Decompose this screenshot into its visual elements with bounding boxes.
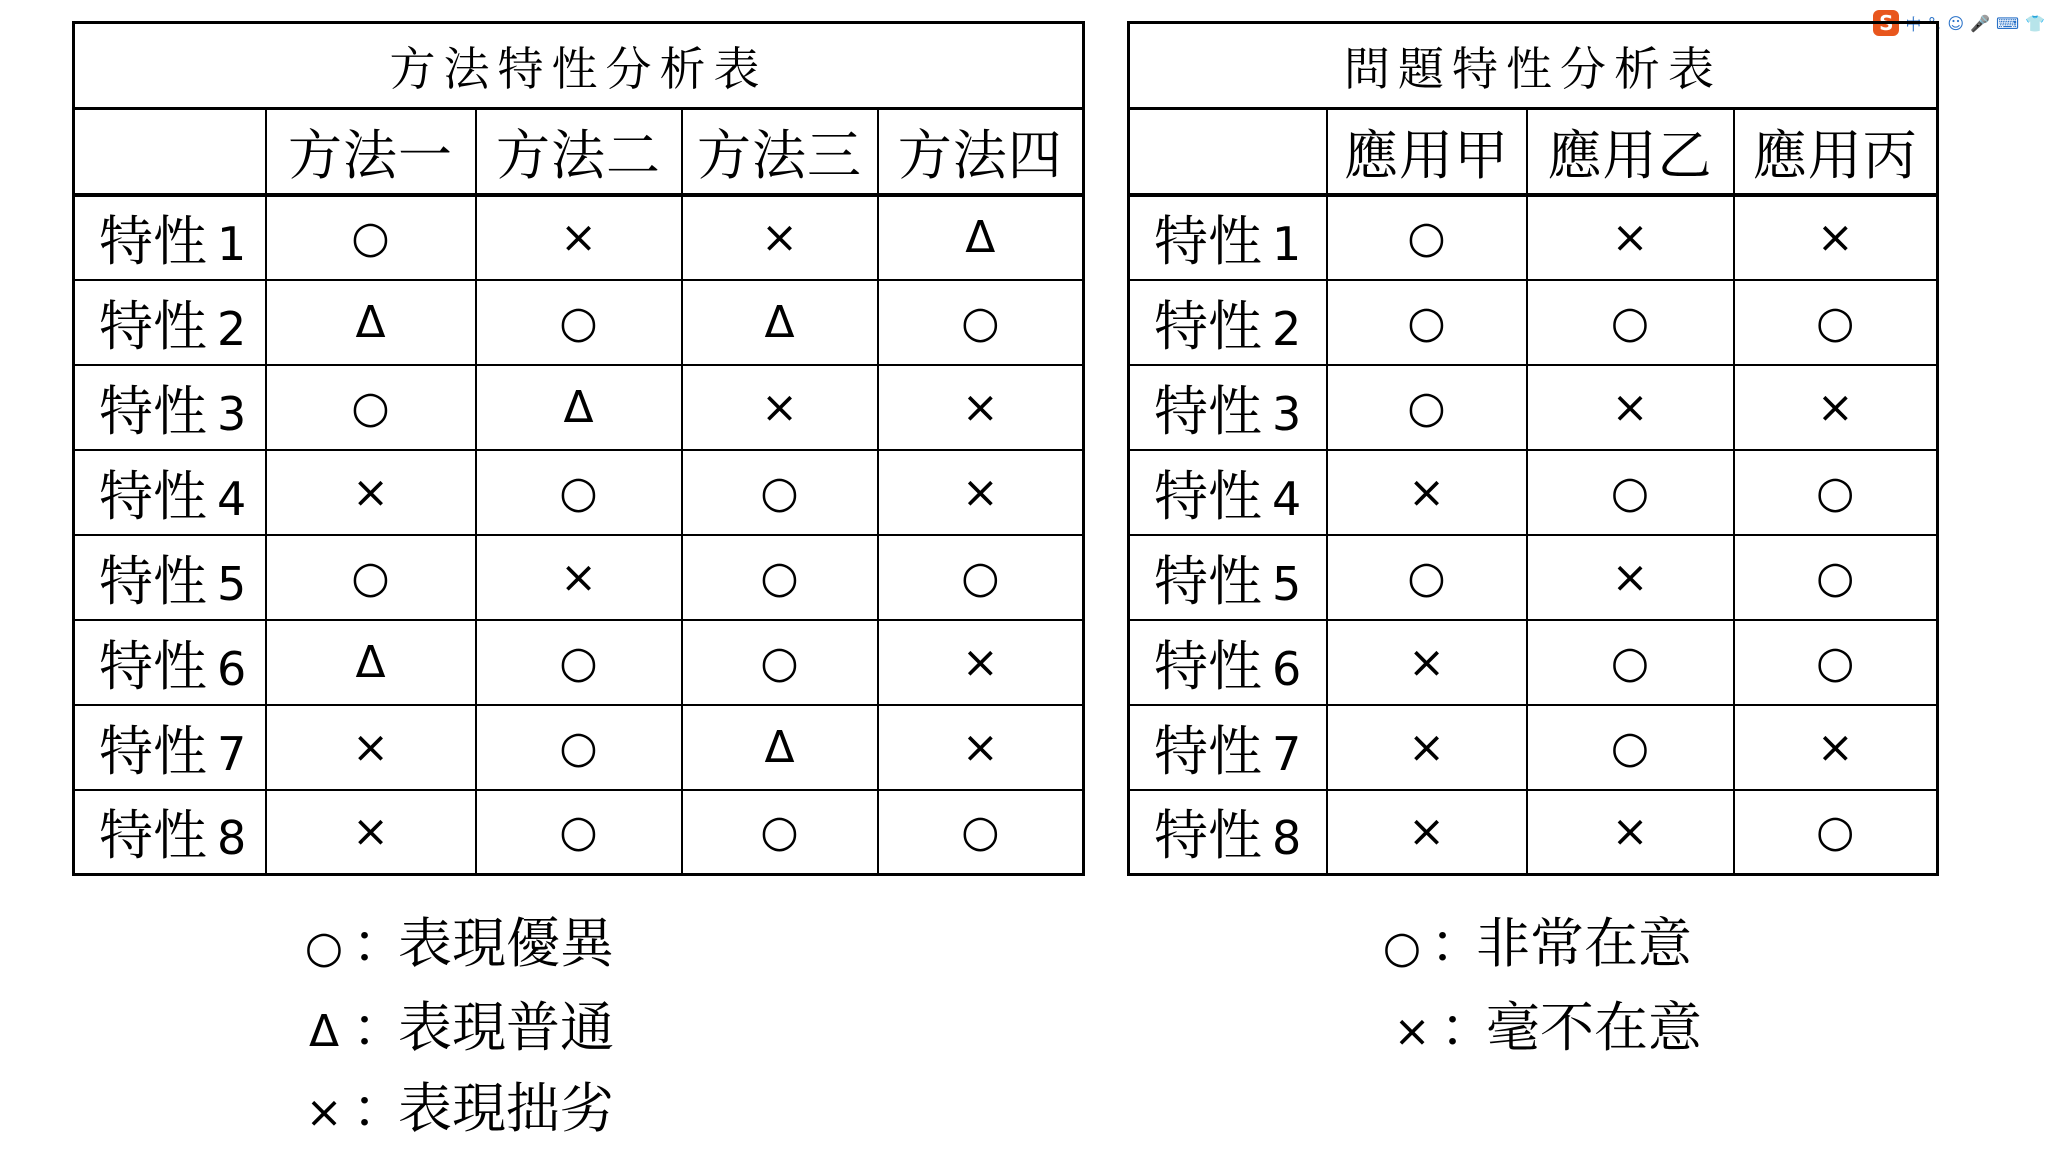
rating-cell: ○ <box>1327 280 1527 365</box>
row-label-text: 特性 <box>1154 719 1262 783</box>
table-row <box>1129 365 1938 450</box>
rating-cell: ○ <box>682 535 878 620</box>
row-label <box>74 280 266 365</box>
problem-legend-item <box>1384 985 1702 1062</box>
legend-text: 表現拙劣 <box>398 1077 614 1140</box>
rating-cell: × <box>1327 790 1527 875</box>
table-row <box>74 790 1084 875</box>
row-label-text: 特性 <box>99 294 207 358</box>
row-label <box>1129 365 1327 450</box>
rating-cell: × <box>878 450 1084 535</box>
rating-cell: ○ <box>1327 365 1527 450</box>
table-row <box>1129 790 1938 875</box>
problem-table-title: 問題特性分析表 <box>1129 23 1938 109</box>
rating-cell: ○ <box>682 790 878 875</box>
row-label-number: 6 <box>217 641 247 696</box>
table-row <box>74 195 1084 280</box>
method-table-title: 方法特性分析表 <box>74 23 1084 109</box>
row-label <box>1129 620 1327 705</box>
legend-symbol: × <box>1393 1006 1431 1057</box>
legend-separator: ： <box>352 1077 406 1140</box>
table-row <box>74 280 1084 365</box>
row-label-text: 特性 <box>99 379 207 443</box>
problem-analysis-table <box>1127 21 1939 876</box>
row-label-number: 7 <box>217 726 247 781</box>
row-label-number: 6 <box>1272 641 1302 696</box>
row-label-text: 特性 <box>99 804 207 868</box>
row-label <box>1129 535 1327 620</box>
row-label <box>1129 705 1327 790</box>
row-label-number: 2 <box>217 301 247 356</box>
table-row <box>1129 705 1938 790</box>
row-label-text: 特性 <box>1154 804 1262 868</box>
row-label <box>74 620 266 705</box>
legend-separator: ： <box>1440 996 1494 1059</box>
table-row <box>1129 280 1938 365</box>
row-label-text: 特性 <box>99 719 207 783</box>
legend-separator: ： <box>352 996 406 1059</box>
row-label-text: 特性 <box>1154 549 1262 613</box>
method-analysis-table <box>72 21 1085 876</box>
rating-cell: × <box>1527 365 1734 450</box>
column-header: 應用乙 <box>1527 109 1734 195</box>
rating-cell: ○ <box>1327 195 1527 280</box>
row-label-text: 特性 <box>1154 464 1262 528</box>
rating-cell: ○ <box>476 280 682 365</box>
rating-cell: × <box>1527 535 1734 620</box>
rating-cell: × <box>266 450 476 535</box>
row-label-number: 4 <box>217 471 247 526</box>
row-label-number: 1 <box>1272 217 1302 271</box>
row-label <box>74 790 266 875</box>
row-label-number: 8 <box>217 811 247 866</box>
microphone-icon[interactable]: 🎤 <box>1970 13 1990 33</box>
row-label <box>1129 280 1327 365</box>
method-legend-item <box>296 901 614 978</box>
problem-table-header <box>1129 109 1938 195</box>
table-row <box>74 620 1084 705</box>
rating-cell: × <box>476 535 682 620</box>
legend-symbol: × <box>305 1087 343 1138</box>
column-header: 應用甲 <box>1327 109 1527 195</box>
legend-separator: ： <box>1430 912 1484 975</box>
row-label-number: 5 <box>1272 556 1302 611</box>
row-label-text: 特性 <box>1154 210 1262 273</box>
column-header: 方法二 <box>476 109 682 195</box>
rating-cell: Δ <box>682 705 878 790</box>
rating-cell: ○ <box>1327 535 1527 620</box>
rating-cell: ○ <box>1527 280 1734 365</box>
rating-cell: ○ <box>266 195 476 280</box>
rating-cell: × <box>266 790 476 875</box>
table-row <box>1129 620 1938 705</box>
rating-cell: ○ <box>682 450 878 535</box>
legend-symbol: Δ <box>308 1006 340 1057</box>
row-label <box>74 535 266 620</box>
row-label-number: 1 <box>217 217 247 271</box>
problem-table-body <box>1129 195 1938 875</box>
rating-cell: ○ <box>266 365 476 450</box>
rating-cell: × <box>1527 195 1734 280</box>
column-header: 方法三 <box>682 109 878 195</box>
rating-cell: ○ <box>1527 620 1734 705</box>
legend-text: 表現普通 <box>398 996 614 1059</box>
rating-cell: Δ <box>266 280 476 365</box>
rating-cell: × <box>878 620 1084 705</box>
row-label-text: 特性 <box>99 634 207 698</box>
rating-cell: × <box>266 705 476 790</box>
rating-cell: ○ <box>1734 790 1938 875</box>
row-label-number: 3 <box>217 386 247 441</box>
rating-cell: × <box>682 195 878 280</box>
row-label <box>1129 450 1327 535</box>
row-label <box>74 195 266 280</box>
chinese-mode-icon[interactable]: 中 <box>1905 14 1922 34</box>
rating-cell: × <box>476 195 682 280</box>
row-label-number: 8 <box>1272 811 1302 866</box>
rating-cell: ○ <box>1734 280 1938 365</box>
rating-cell: × <box>1327 450 1527 535</box>
row-label <box>74 365 266 450</box>
rating-cell: ○ <box>1734 450 1938 535</box>
table-row <box>1129 195 1938 280</box>
legend-text: 表現優異 <box>398 912 614 975</box>
rating-cell: × <box>878 705 1084 790</box>
table-row <box>74 705 1084 790</box>
legend-text: 非常在意 <box>1476 912 1692 975</box>
table-row <box>1129 450 1938 535</box>
rating-cell: Δ <box>878 195 1084 280</box>
rating-cell: × <box>1327 705 1527 790</box>
keyboard-icon[interactable]: ⌨ <box>1995 13 2020 33</box>
method-table-body <box>74 195 1084 875</box>
row-label-text: 特性 <box>99 464 207 528</box>
table-row <box>1129 535 1938 620</box>
rating-cell: × <box>682 365 878 450</box>
rating-cell: ○ <box>476 620 682 705</box>
logo-icon[interactable]: S <box>1873 10 1899 36</box>
row-label <box>74 705 266 790</box>
row-label-text: 特性 <box>1154 294 1262 358</box>
rating-cell: × <box>1734 195 1938 280</box>
row-label <box>1129 790 1327 875</box>
column-header: 方法一 <box>266 109 476 195</box>
rating-cell: × <box>1327 620 1527 705</box>
row-label-text: 特性 <box>99 210 207 273</box>
rating-cell: ○ <box>878 790 1084 875</box>
rating-cell: Δ <box>682 280 878 365</box>
method-legend-item <box>296 1066 614 1143</box>
rating-cell: ○ <box>1527 450 1734 535</box>
header-blank-cell <box>1129 109 1327 195</box>
column-header: 應用丙 <box>1734 109 1938 195</box>
rating-cell: ○ <box>1734 535 1938 620</box>
emoji-icon[interactable]: ☺ <box>1947 13 1965 33</box>
header-blank-cell <box>74 109 266 195</box>
rating-cell: ○ <box>476 790 682 875</box>
rating-cell: ○ <box>266 535 476 620</box>
rating-cell: ○ <box>878 535 1084 620</box>
legend-symbol: ○ <box>304 922 344 973</box>
row-label-number: 2 <box>1272 301 1302 356</box>
rating-cell: Δ <box>266 620 476 705</box>
method-table-header <box>74 109 1084 195</box>
table-row <box>74 535 1084 620</box>
row-label <box>1129 195 1327 280</box>
rating-cell: ○ <box>1734 620 1938 705</box>
rating-cell: ○ <box>476 705 682 790</box>
skin-icon[interactable]: 👕 <box>2025 13 2045 33</box>
rating-cell: × <box>878 365 1084 450</box>
column-header: 方法四 <box>878 109 1084 195</box>
legend-symbol: ○ <box>1382 922 1422 973</box>
rating-cell: ○ <box>682 620 878 705</box>
legend-text: 毫不在意 <box>1486 996 1702 1059</box>
row-label-text: 特性 <box>1154 634 1262 698</box>
row-label-number: 7 <box>1272 726 1302 781</box>
row-label-number: 4 <box>1272 471 1302 526</box>
table-row <box>74 450 1084 535</box>
rating-cell: ○ <box>878 280 1084 365</box>
row-label-text: 特性 <box>99 549 207 613</box>
method-legend-item <box>296 985 614 1062</box>
rating-cell: × <box>1734 365 1938 450</box>
row-label-number: 5 <box>217 556 247 611</box>
table-row <box>74 365 1084 450</box>
rating-cell: × <box>1527 790 1734 875</box>
punctuation-icon[interactable]: °, <box>1927 13 1941 33</box>
row-label-number: 3 <box>1272 386 1302 441</box>
rating-cell: × <box>1734 705 1938 790</box>
problem-legend-item <box>1374 901 1692 978</box>
rating-cell: Δ <box>476 365 682 450</box>
row-label <box>74 450 266 535</box>
row-label-text: 特性 <box>1154 379 1262 443</box>
legend-separator: ： <box>352 912 406 975</box>
rating-cell: ○ <box>476 450 682 535</box>
rating-cell: ○ <box>1527 705 1734 790</box>
